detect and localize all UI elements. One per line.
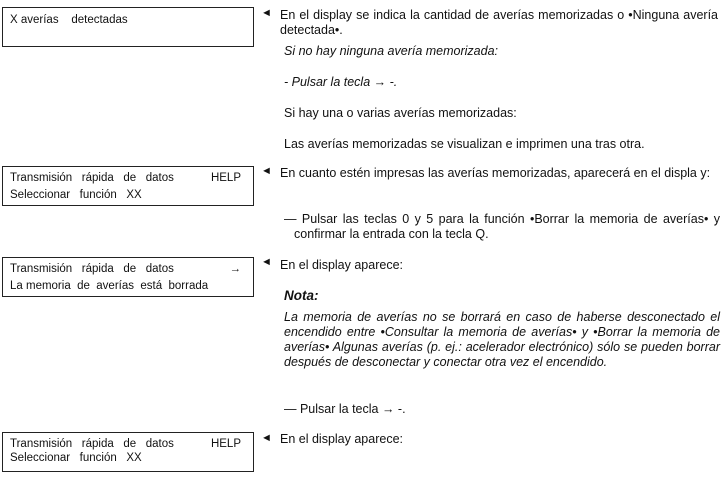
display-box-1 bbox=[2, 7, 254, 47]
paragraph: En el display aparece: bbox=[280, 258, 403, 272]
display-line: Seleccionar función XX bbox=[10, 189, 142, 201]
display-line: Transmisión rápida de datos bbox=[10, 172, 174, 184]
paragraph: En el display se indica la cantidad de averías memorizadas o •Ninguna avería detectada•. bbox=[280, 8, 718, 37]
display-line: X averías detectadas bbox=[10, 14, 128, 26]
paragraph: - Pulsar la tecla → -. bbox=[284, 75, 398, 89]
display-line: Transmisión rápida de datos bbox=[10, 263, 174, 275]
pointer-arrow-icon: ◄ bbox=[261, 256, 272, 268]
paragraph: En el display aparece: bbox=[280, 432, 403, 446]
help-label: HELP bbox=[210, 172, 241, 184]
display-line: Transmisión rápida de datos bbox=[10, 438, 174, 450]
display-box-4 bbox=[2, 432, 254, 472]
paragraph: Las averías memorizadas se visualizan e imprimen una tras otra. bbox=[284, 137, 645, 151]
note-title: Nota: bbox=[284, 288, 319, 303]
display-box-2 bbox=[2, 166, 254, 206]
display-line: Seleccionar función XX bbox=[10, 452, 142, 464]
paragraph: — Pulsar la tecla → -. bbox=[284, 402, 406, 416]
display-line: La memoria de averías está borrada bbox=[10, 280, 209, 292]
pointer-arrow-icon: ◄ bbox=[261, 7, 272, 19]
paragraph: — Pulsar las teclas 0 y 5 para la función •Borrar la memoria de averías• y confirmar la entrada con la tecla Q. bbox=[284, 212, 720, 241]
display-box-3 bbox=[2, 257, 254, 297]
paragraph: Si hay una o varias averías memorizadas: bbox=[284, 106, 517, 120]
help-label: HELP bbox=[210, 438, 241, 450]
note-body: La memoria de averías no se borrará en caso de haberse desconectado el encendido entre •Consultar la memoria de averías• y •Borrar la memoria de averías• Algunas averías (p. ej.: acelerador electrónico) sólo se pueden borrar después de desconectar y conectar otra vez el encendido. bbox=[284, 310, 720, 369]
paragraph: Si no hay ninguna avería memorizada: bbox=[284, 44, 499, 58]
pointer-arrow-icon: ◄ bbox=[261, 165, 272, 177]
pointer-arrow-icon: ◄ bbox=[261, 432, 272, 444]
paragraph: En cuanto estén impresas las averías memorizadas, aparecerá en el displa y: bbox=[280, 166, 711, 180]
right-arrow-icon: → bbox=[229, 263, 241, 275]
